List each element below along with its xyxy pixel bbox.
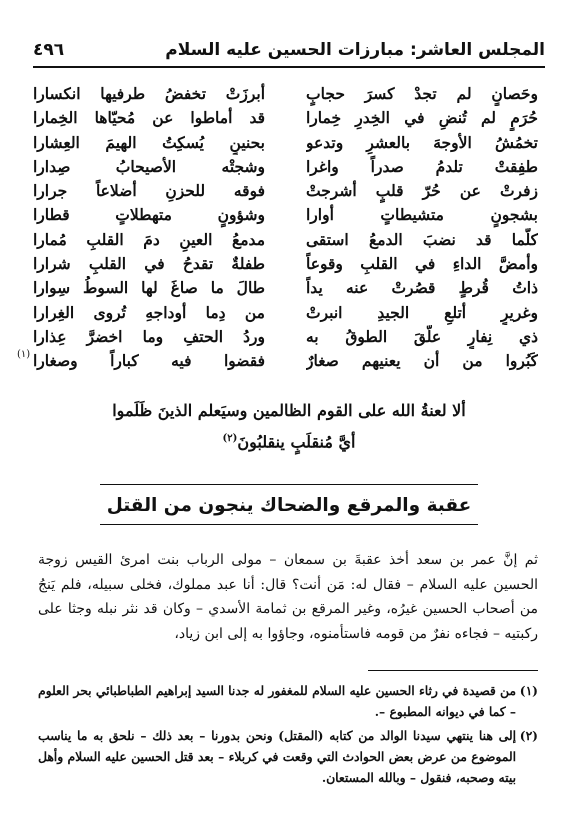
verse-line [33,252,538,276]
verse-first-hemistich: وحَصانٍ لم تجدْ كسرَ حجابٍ [306,84,538,103]
verse-line [17,349,538,373]
footnote-separator [368,670,538,671]
verse-second-hemistich: طالَ ما صاغَ لها السوطُ سِوارا [33,278,265,298]
verse-second-hemistich: بحنينٍ يُسكِتُ الهيمَ العِشارا [33,132,265,152]
verse-line [33,106,538,130]
footnote-1 [38,680,538,723]
body-paragraph: ثم إنَّ عمر بن سعد أخذ عقبةَ بن سمعان – مولى الرباب بنت امرئ القيس زوجة الحسين عليه السلام – فقال له: مَن أنت؟ قال: أنا عبد مملوك، فخلى سبيله، فلم يَنجُ من أصحاب الحسين غيرُه، وغير المرقع بن ثمامة الأسدي – وكان قد نثر نبله وجثا على ركبتيه – فجاءه نفرٌ من قومه فاستأمنوه، وجاؤوا به إلى ابن زياد، [38,552,538,642]
closing-line-2: أيَّ مُنقلَبٍ ينقلبُونَ [237,432,356,452]
verse-first-hemistich: بشجونٍ متشيطاتٍ أوارا [306,205,538,225]
footnote-ref-1: (١) [17,349,31,361]
verse-line [33,203,538,227]
header-title: المجلس العاشر: مبارزات الحسين عليه السلام [165,40,545,60]
verse-line [33,228,538,252]
footnote-ref-2: (٢) [222,433,238,444]
verse-first-hemistich: ذي نِفارٍ علّقَ الطوقُ به [306,326,538,346]
verse-second-hemistich: فوقه للحزنِ أضلاعاً جرارا [33,181,265,201]
verse-second-hemistich: وشؤونٍ متهطلاتٍ قطارا [33,205,265,225]
verse-second-hemistich: وردُ الحتفِ وما اخضرَّ عِذارا [33,326,265,346]
section-top-rule [100,484,478,485]
closing-verse [40,397,538,456]
verse-second-hemistich: وشجتْه الأصيحابُ صِدارا [33,156,265,176]
verse-line [33,179,538,203]
verse-first-hemistich: زفرتْ عن حُرّ قلبٍ أشرجتْ [306,181,538,201]
footnote-text: إلى هنا ينتهي سيدنا الوالد من كتابه (المقتل) ونحن بدورنا – بعد ذلك – نلحق به ما يناسب الموضوع من عرض بعض الحوادث التي وقعت في كربلاء – بعد قتل الحسين عليه السلام وأهل بيته وصحبه، فنقول – وبالله المستعان. [38,727,516,786]
page-number: ٤٩٦ [33,40,65,60]
verse-first-hemistich: ذاتُ قُرطٍ قصُرتْ عنه يداً [306,278,538,298]
closing-line-2-wrap [40,425,538,456]
section-bottom-rule [100,524,478,525]
verse-first-hemistich: حُرَمٍ لم تُنضِ في الخِدرِ خِمارا [306,108,538,128]
closing-line-1: ألا لعنةُ الله على القوم الظالمين وسيَعلم الذينَ ظَلَموا [112,401,466,420]
verse-first-hemistich: كَبُروا من أن يعنيهم صغارٌ [306,351,538,371]
header-rule [33,66,545,68]
verse-second-hemistich: طفلةٌ تقدحُ في القلبِ شرارا [33,254,265,274]
verse-line [33,155,538,179]
footnote-number: (١) [519,683,538,698]
footnote-number: (٢) [519,727,538,743]
verse-line [33,82,538,106]
verse-line [33,325,538,349]
body-text [38,548,538,646]
poem [17,82,538,374]
verse-second-hemistich: مدمعُ العينِ دمَ القلبِ مُمارا [33,229,265,249]
footnote-2 [38,725,538,789]
verse-first-hemistich: وأمضَّ الداءِ في القلبِ وقوعاً [306,254,538,274]
verse-first-hemistich: كلّما قد نضبَ الدمعُ استقى [306,229,538,249]
verse-second-hemistich: أبرزَتْ تخفضُ طرفيها انكسارا [33,84,265,103]
verse-second-hemistich: فقضوا فيه كباراً وصغارا [33,351,265,371]
verse-line [33,301,538,325]
verse-line [33,131,538,155]
verse-first-hemistich: وغريرٍ أتلعِ الجيدِ انبرتْ [306,302,538,322]
footnote-text: من قصيدة في رثاء الحسين عليه السلام للمغفور له جدنا السيد إبراهيم الطباطبائي بحر العلوم – كما في ديوانه المطبوع –. [38,683,516,720]
verse-second-hemistich: من دِما أوداجهِ تُروى الغِرارا [33,302,265,322]
verse-first-hemistich: طفِقتْ تلدمُ صدراً واغرا [306,156,538,176]
footnotes [38,680,538,788]
section-title: عقبة والمرقع والضحاك ينجون من القتل [106,495,472,516]
running-header [33,38,545,64]
verse-first-hemistich: تخمُشُ الأوجهَ بالعشرِ وتدعو [306,132,538,152]
verse-line [33,276,538,300]
verse-second-hemistich: قد أماطوا عن مُحيّاها الخِمارا [33,108,265,128]
